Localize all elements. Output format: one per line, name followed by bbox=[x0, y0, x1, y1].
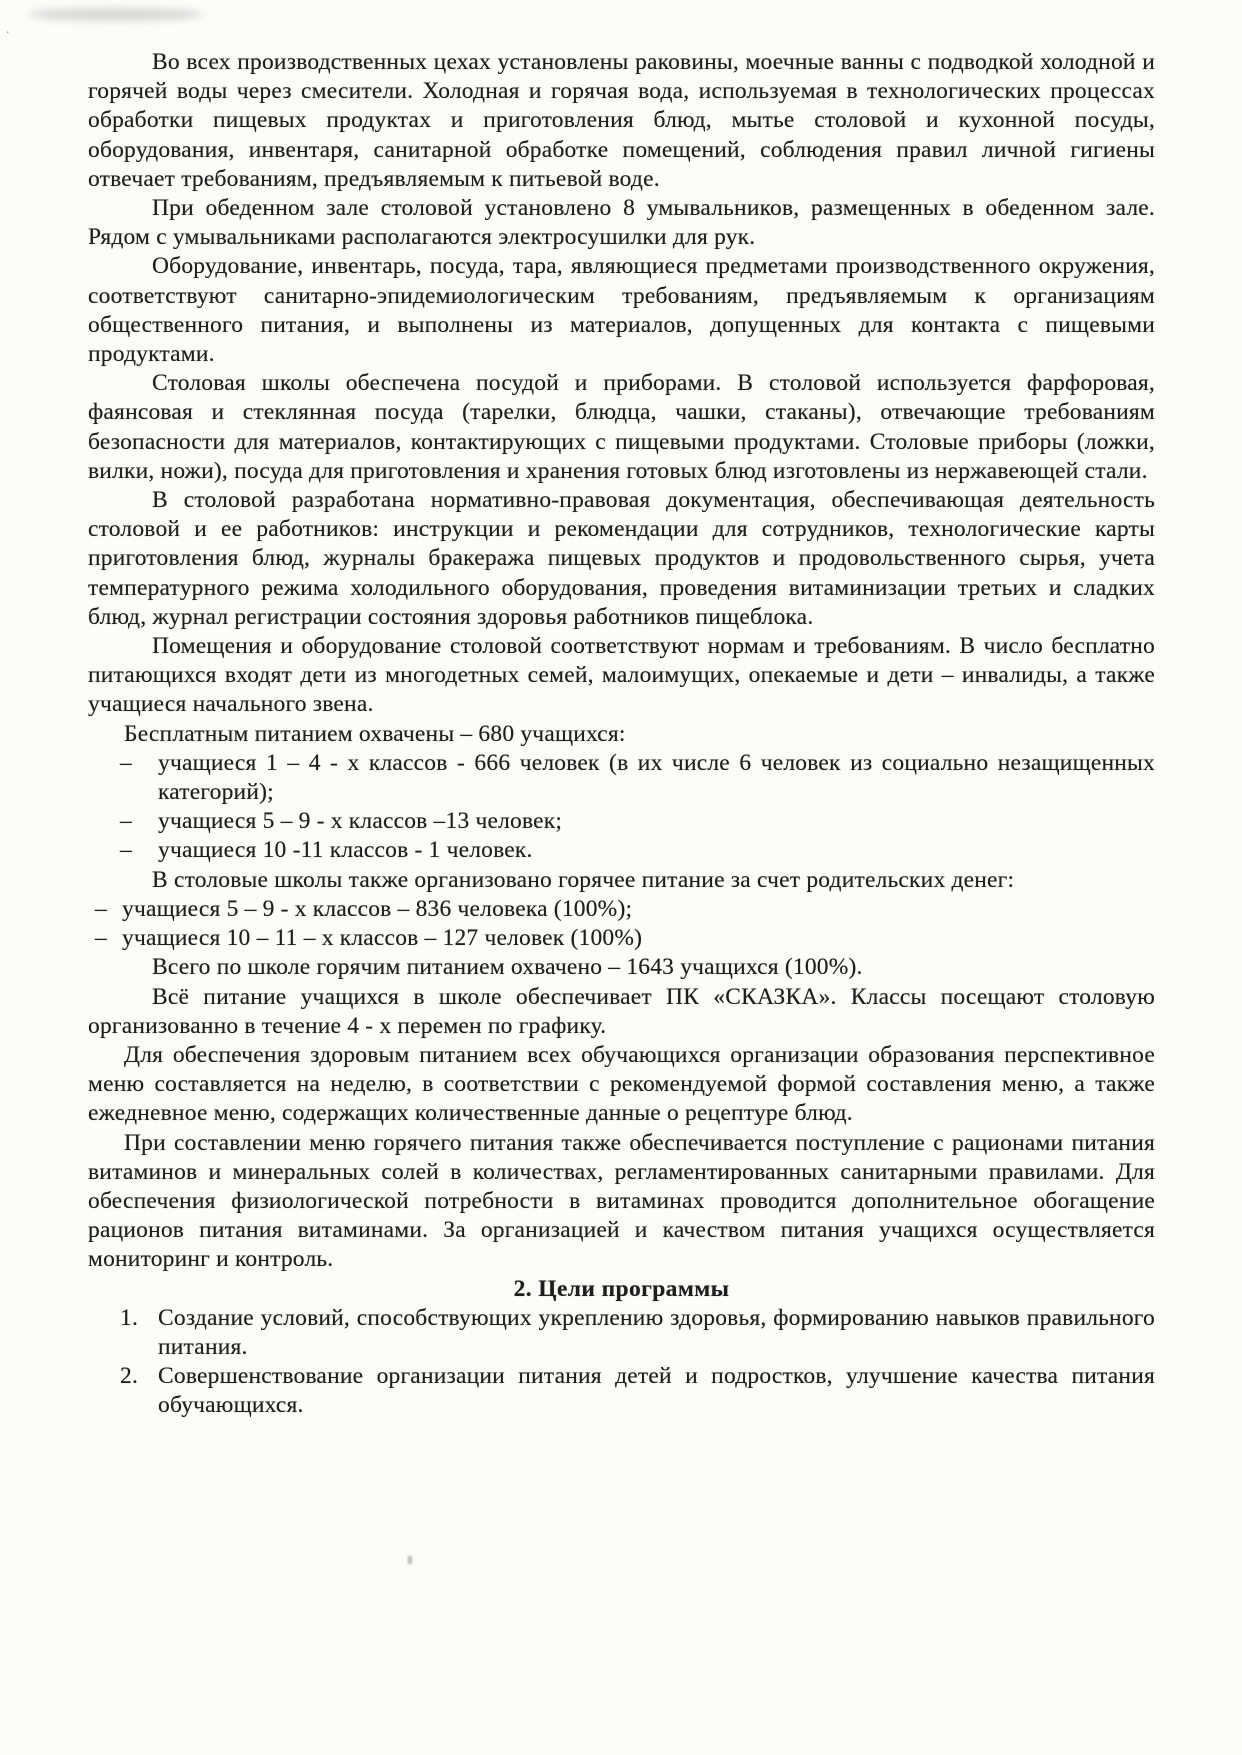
paragraph-documentation: В столовой разработана нормативно-правовая документация, обеспечивающая деятельность столовой и ее работников: инструкции и рекомендации для сотрудников, технологические карты приготовления блюд, журналы бракеража пищевых продуктов и продовольственного сырья, учета температурного режима холодильного оборудования, проведения витаминизации третьих и сладких блюд, журнал регистрации состояния здоровья работников пищеблока. bbox=[88, 487, 1155, 630]
list-item bbox=[88, 807, 1155, 836]
list-item-text: учащиеся 5 – 9 - х классов –13 человек; bbox=[158, 808, 563, 835]
number-marker: 2. bbox=[120, 1363, 139, 1390]
list-item bbox=[88, 749, 1155, 807]
scan-speck bbox=[408, 1556, 412, 1564]
paragraph-tableware: Столовая школы обеспечена посудой и приборами. В столовой используется фарфоровая, фаянсовая и стеклянная посуда (тарелки, блюдца, чашки, стаканы), отвечающие требованиям безопасности для материалов, контактирующих с пищевыми продуктами. Столовые приборы (ложки, вилки, ножи), посуда для приготовления и хранения готовых блюд изготовлены из нержавеющей стали. bbox=[88, 370, 1155, 484]
number-marker: 1. bbox=[120, 1304, 139, 1331]
list-item-text: учащиеся 1 – 4 - х классов - 666 человек (в их числе 6 человек из социально незащищенных категорий); bbox=[158, 749, 1155, 806]
free-meals-list bbox=[88, 749, 1155, 866]
list-item-text: учащиеся 10 -11 классов - 1 человек. bbox=[158, 837, 533, 864]
list-item-text: учащиеся 5 – 9 - х классов – 836 человека (100%); bbox=[122, 895, 633, 922]
paragraph-equipment: Оборудование, инвентарь, посуда, тара, являющиеся предметами производственного окружения, соответствуют санитарно-эпидемиологическим требованиям, предъявляемым к организациям общественного питания, и выполнены из материалов, допущенных для контакта с пищевыми продуктами. bbox=[88, 253, 1155, 368]
goal-item bbox=[88, 1304, 1155, 1362]
paragraph-premises-free-meals: Помещения и оборудование столовой соответствуют нормам и требованиям. В число бесплатно питающихся входят дети из многодетных семей, малоимущих, опекаемые и дети – инвалиды, а также учащиеся начального звена. bbox=[88, 633, 1155, 718]
list-item bbox=[88, 836, 1155, 865]
total-coverage-line: Всего по школе горячим питанием охвачено – 1643 учащихся (100%). bbox=[152, 954, 863, 981]
paragraph-provider: Всё питание учащихся в школе обеспечивает ПК «СКАЗКА». Классы посещают столовую организованно в течение 4 - х перемен по графику. bbox=[88, 983, 1155, 1039]
scan-smudge bbox=[28, 8, 203, 21]
dash-marker: – bbox=[120, 749, 132, 776]
dash-marker: – bbox=[120, 808, 132, 835]
goals-list bbox=[88, 1304, 1155, 1421]
goal-text: Создание условий, способствующих укреплению здоровья, формированию навыков правильного питания. bbox=[158, 1304, 1155, 1360]
dash-marker: – bbox=[120, 837, 132, 864]
parent-paid-list bbox=[88, 895, 1155, 953]
free-meals-intro: Бесплатным питанием охвачены – 680 учащихся: bbox=[124, 720, 626, 747]
goal-item bbox=[88, 1362, 1155, 1420]
paragraph-vitamins: При составлении меню горячего питания также обеспечивается поступление с рационами питания витаминов и минеральных солей в количествах, регламентированных санитарными правилами. Для обеспечения физиологической потребности в витаминах проводится дополнительное обогащение рационов питания витаминами. За организацией и качеством питания учащихся осуществляется мониторинг и контроль. bbox=[88, 1129, 1155, 1273]
parent-paid-intro: В столовые школы также организовано горячее питание за счет родительских денег: bbox=[152, 866, 1015, 893]
list-item bbox=[88, 924, 1155, 953]
paragraph-washbasins: При обеденном зале столовой установлено 8 умывальников, размещенных в обеденном зале. Рядом с умывальниками располагаются электросушилки для рук. bbox=[88, 195, 1155, 251]
list-item bbox=[88, 895, 1155, 924]
dash-marker: – bbox=[95, 925, 107, 952]
goal-text: Совершенствование организации питания детей и подростков, улучшение качества питания обучающихся. bbox=[158, 1363, 1155, 1419]
list-item-text: учащиеся 10 – 11 – х классов – 127 человек (100%) bbox=[122, 925, 643, 952]
paragraph-menu: Для обеспечения здоровым питанием всех обучающихся организации образования перспективное меню составляется на неделю, в соответствии с рекомендуемой формой составления меню, а также ежедневное меню, содержащих количественные данные о рецептуре блюд. bbox=[88, 1041, 1155, 1127]
document-body bbox=[88, 48, 1155, 1421]
dash-marker: – bbox=[95, 895, 107, 922]
paragraph-water-supply: Во всех производственных цехах установлены раковины, моечные ванны с подводкой холодной и горячей воды через смесители. Холодная и горячая вода, используемая в технологических процессах обработки пищевых продуктах и приготовления блюд, мытье столовой и кухонной посуды, оборудования, инвентаря, санитарной обработке помещений, соблюдения правил личной гигиены отвечает требованиям, предъявляемым к питьевой воде. bbox=[88, 49, 1155, 192]
scan-speck: . bbox=[6, 22, 10, 37]
section-heading-goals: 2. Цели программы bbox=[513, 1275, 730, 1302]
